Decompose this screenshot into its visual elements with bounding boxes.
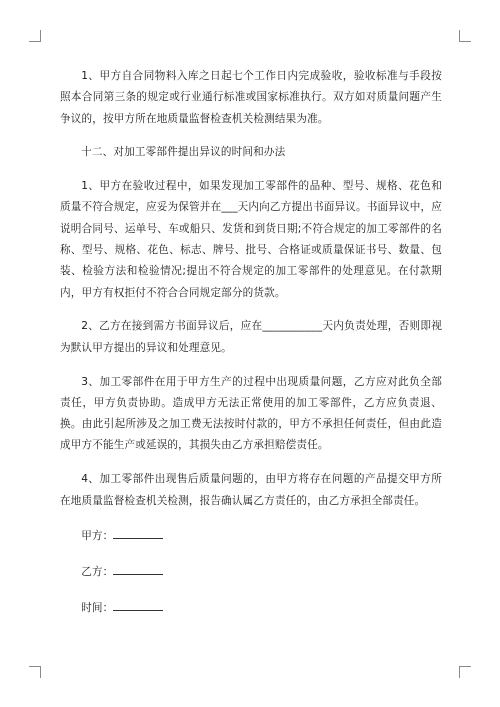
party-a-blank[interactable] (113, 524, 163, 539)
clause-production-quality: 3、加工零部件在用于甲方生产的过程中出现质量问题，乙方应对此负全部责任，甲方负责协助。造成甲方无法正常使用的加工零部件，乙方应负责退、换。由此引起所涉及之加工费无法按时付款的，甲方不承担任何责任，但由此造成甲方不能生产或延误的，其损失由乙方承担赔偿责任。 (60, 375, 442, 452)
party-b-label: 乙方： (81, 566, 114, 579)
clause-inspection: 1、甲方自合同物料入库之日起七个工作日内完成验收，验收标准与手段按照本合同第三条的规定或行业通行标准或国家标准执行。双方如对质量问题产生争议的，按甲方所在地质量监督检查机关检测结果为准。 (60, 70, 442, 125)
date-blank[interactable] (113, 596, 163, 611)
party-a-label: 甲方： (81, 530, 114, 543)
section-heading-objections: 十二、对加工零部件提出异议的时间和办法 (81, 146, 286, 159)
clause-objection-procedure: 1、甲方在验收过程中，如果发现加工零部件的品种、型号、规格、花色和质量不符合规定，应妥为保管并在___天内向乙方提出书面异议。书面异议中，应说明合同号、运单号、车或船只、发货和到货日期;不符合规定的加工零部件的名称、型号、规格、花色、标志、牌号、批号、合格证或质量保证书号、数量、包装、检验方法和检验情况;提出不符合规定的加工零部件的处理意见。在付款期内，甲方有权拒付不符合合同规定部分的货款。 (60, 180, 442, 299)
signature-party-a (60, 524, 442, 547)
signature-party-b (60, 560, 442, 583)
clause-after-sales-quality: 4、加工零部件出现售后质量问题的，由甲方将存在问题的产品提交甲方所在地质量监督检查机关检测，报告确认属乙方责任的，由乙方承担全部责任。 (60, 473, 442, 507)
date-label: 时间： (81, 601, 114, 614)
clause-objection-handling: 2、乙方在接到需方书面异议后，应在___________天内负责处理，否则即视为默认甲方提出的异议和处理意见。 (60, 320, 442, 354)
document-body (60, 66, 442, 632)
party-b-blank[interactable] (113, 560, 163, 575)
signature-date (60, 596, 442, 619)
